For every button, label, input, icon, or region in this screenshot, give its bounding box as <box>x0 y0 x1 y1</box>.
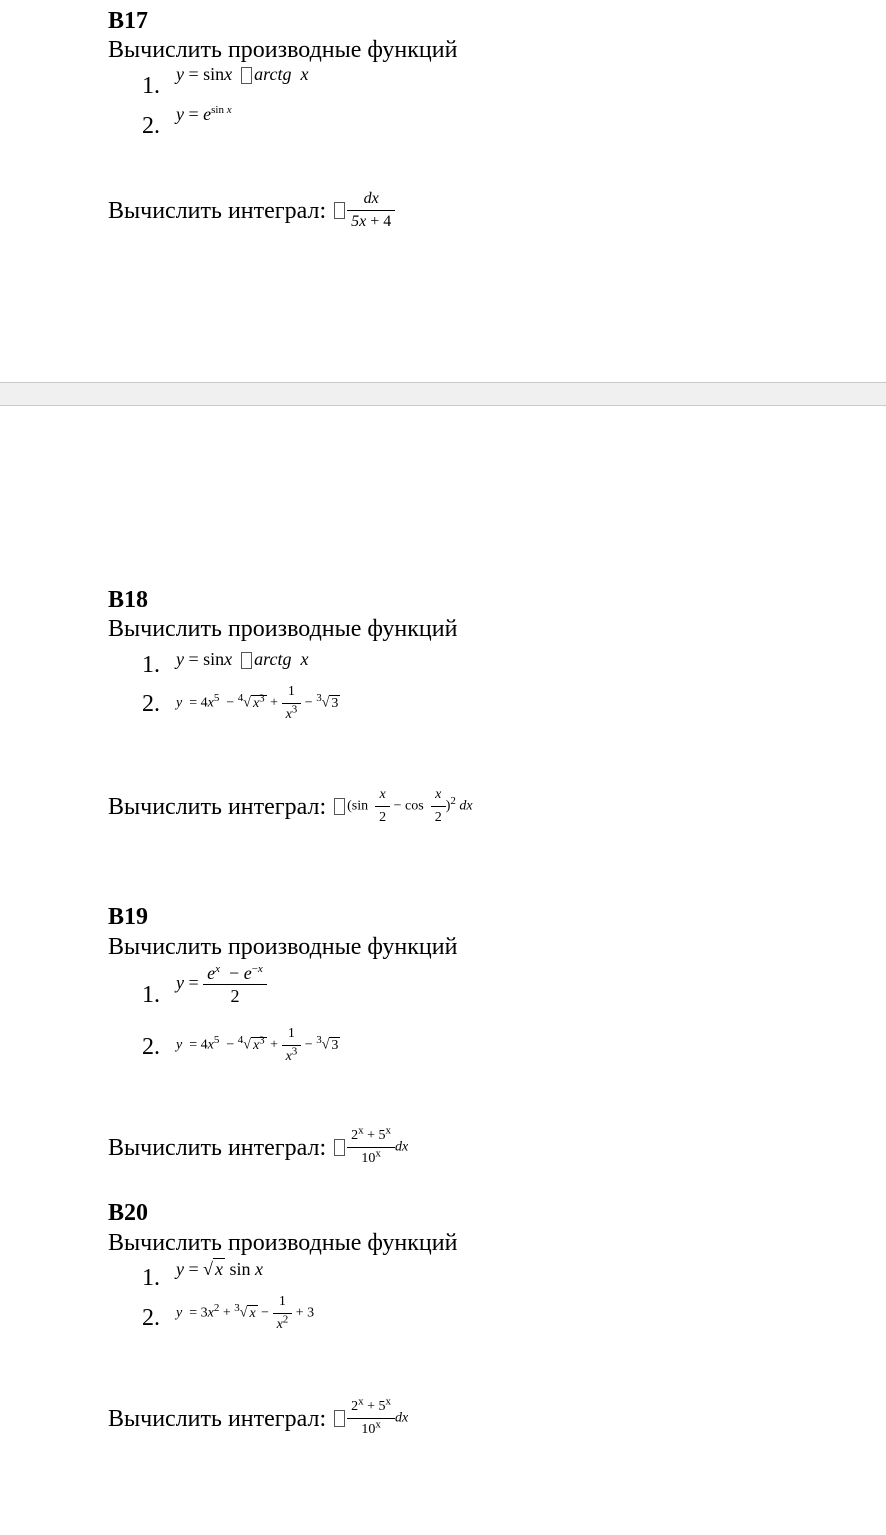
formula-derivative-2: $y = 4x^5 - ^4√$ $x^3$ + $\frac{1}{x^3}$ − $^3$√ 3 <box>176 681 340 726</box>
missing-glyph-icon <box>241 652 252 669</box>
integral-task <box>108 188 395 233</box>
integral-formula: $\frac{dx}{5x + 4}$ <box>334 188 395 233</box>
formula-derivative-2: $y = e^{sin x}$ <box>176 104 232 124</box>
list-item-number: 1. <box>142 982 160 1008</box>
section-heading-b19: В19 <box>108 904 149 930</box>
section-heading-b20: В20 <box>108 1200 149 1226</box>
missing-glyph-icon <box>241 67 252 84</box>
integral-label: Вычислить интеграл: <box>108 793 327 820</box>
list-item-number: 2. <box>142 691 160 717</box>
formula-derivative-1: y = $\frac{e^x - e^{-x}}{2}$ <box>176 962 267 1007</box>
formula-derivative-2: $y = 4x^5 - ^4√$ $x^3$ + $\frac{1}{x^3}$ − $^3$√ 3 <box>176 1023 340 1068</box>
section-subheading: Вычислить производные функций <box>108 1230 458 1256</box>
section-subheading: Вычислить производные функций <box>108 616 458 642</box>
formula-derivative-1: y = √ x sin x <box>176 1259 264 1279</box>
integral-sign-icon <box>334 1139 345 1156</box>
integral-task <box>108 1125 408 1170</box>
integral-formula: (sin $\frac{x}{2}$ − cos $\frac{x}{2}$ )$^2$ dx <box>334 784 472 829</box>
integral-formula: $\frac{2^x + 5^x}{10^x}$ dx <box>334 1125 408 1170</box>
list-item-number: 1. <box>142 1265 160 1291</box>
formula-derivative-1: y = sinx arctg x <box>176 64 309 84</box>
list-item-number: 1. <box>142 652 160 678</box>
list-item-number: 2. <box>142 1305 160 1331</box>
list-item-number: 1. <box>142 73 160 99</box>
integral-task <box>108 784 473 829</box>
section-heading-b18: В18 <box>108 587 149 613</box>
formula-derivative-1: y = sinx arctg x <box>176 649 309 669</box>
integral-label: Вычислить интеграл: <box>108 1405 327 1432</box>
formula-derivative-2: $y = 3x^2 + ^3√$ x − $\frac{1}{x^2}$ + 3 <box>176 1291 314 1336</box>
integral-label: Вычислить интеграл: <box>108 197 327 224</box>
integral-sign-icon <box>334 798 345 815</box>
integral-task <box>108 1396 408 1441</box>
integral-sign-icon <box>334 202 345 219</box>
integral-formula: $\frac{2^x + 5^x}{10^x}$ dx <box>334 1396 408 1441</box>
integral-label: Вычислить интеграл: <box>108 1134 327 1161</box>
list-item-number: 2. <box>142 113 160 139</box>
section-subheading: Вычислить производные функций <box>108 37 458 63</box>
list-item-number: 2. <box>142 1034 160 1060</box>
page-break-divider <box>0 382 886 406</box>
section-heading-b17: В17 <box>108 8 149 34</box>
section-subheading: Вычислить производные функций <box>108 934 458 960</box>
integral-sign-icon <box>334 1410 345 1427</box>
